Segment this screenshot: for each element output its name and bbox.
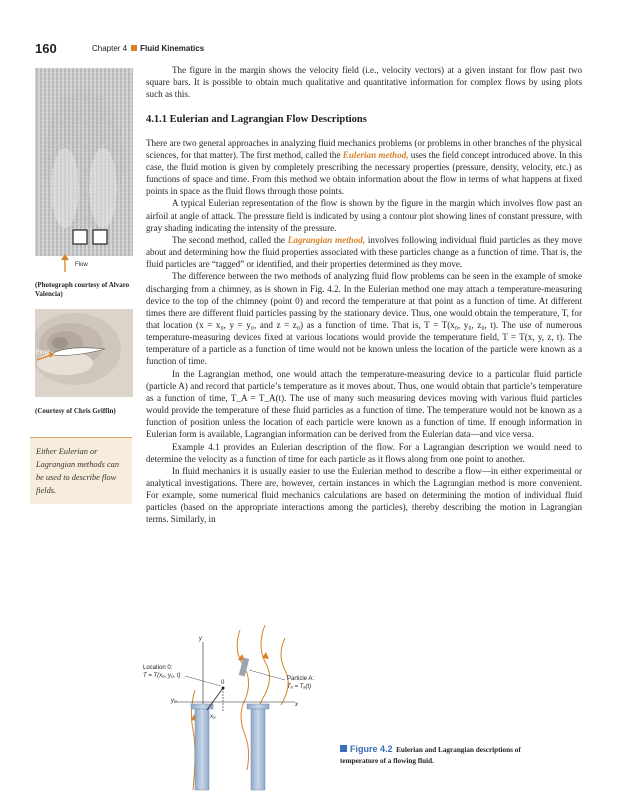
streakline-1 (237, 630, 248, 770)
margin-note (30, 437, 132, 504)
photo-credit-2: (Courtesy of Chris Griffin) (35, 407, 116, 415)
term-lagrangian: Lagrangian method, (287, 234, 366, 245)
square-bar-left (73, 230, 87, 244)
paragraph-lagrangian (146, 234, 582, 270)
paragraph-intro: The figure in the margin shows the velocity field (i.e., velocity vectors) at a given instant for flow past two square bars. It is possible to obtain much qualitative and quantitative information for complex flows by using plots such as this. (146, 65, 582, 100)
point-0-label: 0 (221, 680, 225, 686)
flow-label-1: Flow (75, 262, 88, 268)
chapter-number: Chapter 4 (92, 44, 128, 53)
x0-label: x₀ (210, 714, 216, 720)
square-icon (340, 745, 347, 752)
margin-note-text: Either Eulerian or Lagrangian methods can be used to describe flow fields. (36, 447, 119, 495)
paragraph-chimney: The difference between the two methods of analyzing fluid flow problems can be seen in the example of smoke discharging from a chimney, as is shown in Fig. 4.2. In the Eulerian method one may attach a temperature-measuring device to the top of the chimney (point 0) and record the temperature at that point as a function of time. At different times there are different fluid particles passing by the stationary device. Thus, one would obtain the temperature, T, for that location (x = x₀, y = y₀, and z = z₀) as a function of time. That is, T = T(x₀, y₀, z₀, t). The use of numerous temperature-measuring devices fixed at various locations would provide the temperature field, T = T(x, y, z, t). The temperature of a particle as a function of time would not be known unless the location of the particle were known as a function of time. (146, 271, 582, 367)
particle-equation: Tₐ = Tₐ(t) (287, 684, 312, 690)
running-header (92, 44, 204, 53)
location-equation: T = T(x₀, y₀, t) (143, 673, 181, 679)
x-axis-label: x (295, 702, 298, 708)
chimney-right (251, 708, 265, 790)
paragraph-eulerian-example: A typical Eulerian representation of the flow is shown by the figure in the margin which involves flow past an airfoil at angle of attack. The pressure field is indicated by using a contour plot showing lines of constant pressure, with gray shading indicating the intensity of the pressure. (146, 198, 582, 233)
photo-credit-1: (Photograph courtesy of Alvaro Valencia) (35, 281, 130, 298)
page-number: 160 (35, 41, 57, 56)
y-axis-label: y (199, 636, 202, 642)
square-bar-right (93, 230, 107, 244)
flow-label-2: Flow (36, 350, 49, 356)
paragraph-methods-part1: There are two general approaches in analyzing fluid mechanics problems (or problems in other branches of the physical sciences, for that matter). The first method, called the (146, 137, 582, 160)
airfoil-pressure-image (35, 309, 133, 397)
paragraph-lagrangian-method: In the Lagrangian method, one would attach the temperature-measuring device to a particular fluid particle (particle A) and record that particle’s temperature as it moves about. Thus, one would obtain that particle’s temperature as a function of time, T_A = T_A(t). The use of many such measuring devices moving with various fluid particles would provide the temperature of these fluid particles as a function of time. The temperature would not be known as a function of position unless the location of each particle were known as a function of time. If enough information in Eulerian form is available, Lagrangian information can be derived from the Eulerian data—and vice versa. (146, 368, 582, 440)
figure-caption (340, 744, 560, 767)
y0-label: y₀ (171, 698, 177, 704)
paragraph-lagrangian-part1: The second method, called the (172, 234, 288, 245)
paragraph-conclusion: In fluid mechanics it is usually easier to use the Eulerian method to describe a flow—in either experimental or analytical investigations. There are, however, certain instances in which the Lagrangian method is more convenient. For example, some numerical fluid mechanics calculations are based on determining the motion of individual fluid particles (based on the appropriate interactions among the particles), thereby describing the motion in Lagrangian terms. Similarly, in (146, 465, 582, 525)
term-eulerian: Eulerian method, (342, 149, 409, 160)
location-label: Location 0: (143, 665, 173, 671)
flow-arrow-icon (60, 254, 70, 272)
velocity-field-image (35, 68, 133, 256)
figure-4-2-diagram (135, 620, 335, 795)
chimney-left (195, 708, 209, 790)
figure-number: Figure 4.2 (350, 744, 393, 754)
square-icon (131, 45, 137, 51)
chapter-title: Fluid Kinematics (140, 44, 205, 53)
streakline-3 (281, 638, 288, 705)
figure-caption-text: Eulerian and Lagrangian descriptions of temperature of a flowing fluid. (340, 746, 521, 765)
main-text-column (146, 64, 582, 526)
paragraph-example-4-1: Example 4.1 provides an Eulerian description of the flow. For a Lagrangian description we would need to determine the velocity as a function of time for each particle as it flows along from one point to another. (146, 441, 582, 464)
particle-label: Particle A: (287, 676, 315, 682)
section-heading: 4.1.1 Eulerian and Lagrangian Flow Descriptions (146, 114, 367, 126)
paragraph-methods (146, 137, 582, 198)
point-0 (222, 687, 225, 690)
paragraph-methods-part2: uses the field concept introduced above. In this case, the fluid motion is given by completely prescribing the necessary properties (pressure, density, velocity, etc.) as functions of space and time. From this method we obtain information about the flow in terms of what happens at fixed points in space as the fluid flows through those points. (146, 149, 582, 197)
paragraph-lagrangian-part2: involves following individual fluid particles as they move about and determining how the fluid properties associated with these particles change as a function of time. That is, the fluid particles are “tagged” or identified, and their properties determined as they move. (146, 234, 582, 270)
